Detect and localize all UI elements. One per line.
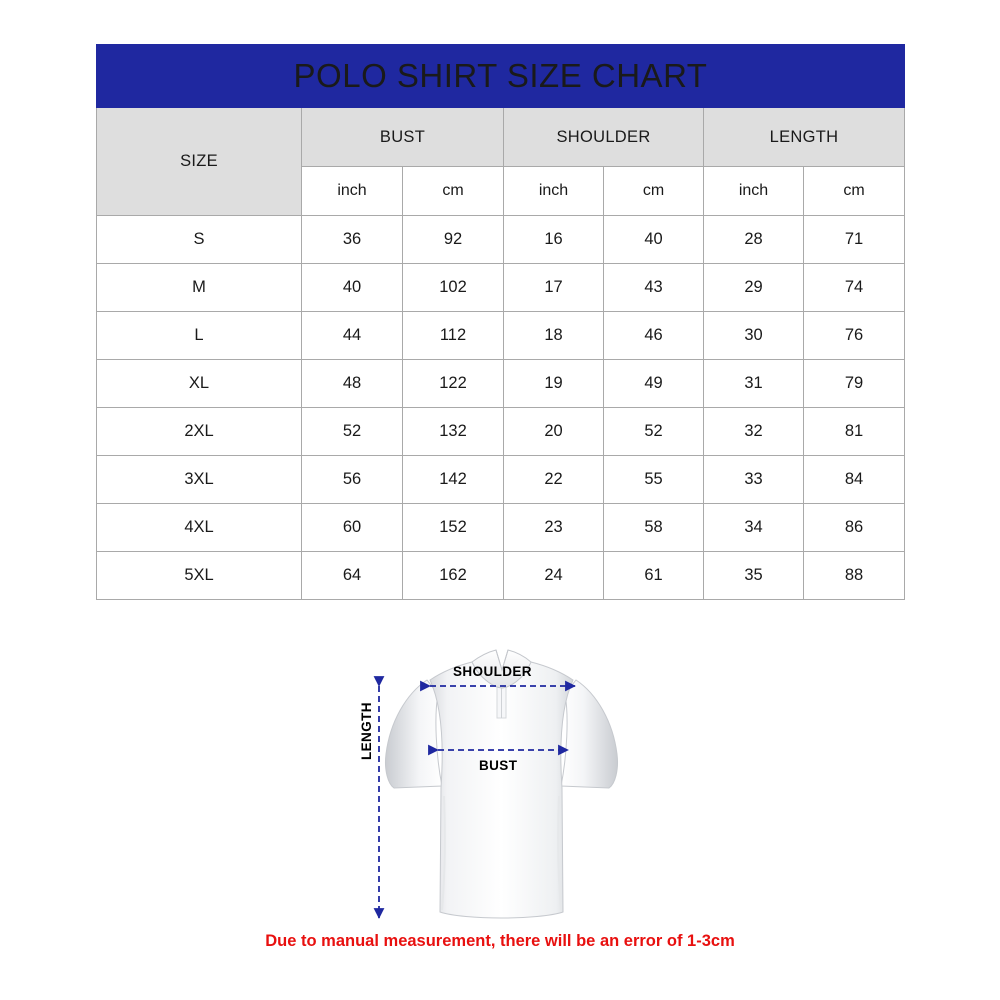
cell-shoulder-inch: 24 [504,552,604,600]
length-measure-label: LENGTH [359,702,374,760]
table-row [97,456,905,504]
cell-shoulder-inch: 16 [504,216,604,264]
cell-shoulder-cm: 46 [604,312,704,360]
table-row [97,552,905,600]
column-header-length: LENGTH [704,108,905,167]
cell-bust-cm: 122 [403,360,504,408]
cell-length-cm: 84 [804,456,905,504]
table-row [97,408,905,456]
column-header-shoulder: SHOULDER [504,108,704,167]
cell-size: 2XL [97,408,302,456]
cell-size: 4XL [97,504,302,552]
cell-length-cm: 79 [804,360,905,408]
table-row [97,264,905,312]
shoulder-measure-label: SHOULDER [453,664,532,679]
cell-length-inch: 33 [704,456,804,504]
table-title-row [97,45,905,108]
cell-size: 3XL [97,456,302,504]
cell-shoulder-cm: 58 [604,504,704,552]
cell-length-inch: 35 [704,552,804,600]
unit-header-shoulder-inch: inch [504,167,604,216]
cell-bust-inch: 60 [302,504,403,552]
unit-header-length-cm: cm [804,167,905,216]
cell-bust-cm: 142 [403,456,504,504]
cell-length-inch: 31 [704,360,804,408]
cell-length-inch: 28 [704,216,804,264]
cell-shoulder-inch: 17 [504,264,604,312]
cell-shoulder-inch: 19 [504,360,604,408]
column-header-bust: BUST [302,108,504,167]
cell-length-cm: 88 [804,552,905,600]
table-row [97,216,905,264]
table-row [97,312,905,360]
cell-bust-cm: 162 [403,552,504,600]
cell-size: M [97,264,302,312]
cell-bust-inch: 40 [302,264,403,312]
cell-bust-cm: 102 [403,264,504,312]
cell-size: 5XL [97,552,302,600]
cell-bust-cm: 92 [403,216,504,264]
cell-shoulder-inch: 18 [504,312,604,360]
cell-shoulder-cm: 55 [604,456,704,504]
cell-shoulder-cm: 49 [604,360,704,408]
cell-length-cm: 76 [804,312,905,360]
cell-shoulder-inch: 22 [504,456,604,504]
column-header-size: SIZE [97,108,302,216]
cell-bust-inch: 56 [302,456,403,504]
table-group-header-row [97,108,905,167]
cell-size: L [97,312,302,360]
unit-header-length-inch: inch [704,167,804,216]
table-row [97,360,905,408]
cell-length-inch: 29 [704,264,804,312]
cell-length-inch: 34 [704,504,804,552]
unit-header-bust-inch: inch [302,167,403,216]
cell-bust-inch: 44 [302,312,403,360]
size-chart-table [96,44,905,600]
cell-shoulder-cm: 61 [604,552,704,600]
cell-shoulder-cm: 43 [604,264,704,312]
cell-length-cm: 86 [804,504,905,552]
unit-header-bust-cm: cm [403,167,504,216]
size-chart-table-wrapper [96,44,904,600]
cell-length-inch: 32 [704,408,804,456]
cell-length-inch: 30 [704,312,804,360]
measurement-diagram [0,628,1000,948]
cell-shoulder-inch: 20 [504,408,604,456]
bust-measure-label: BUST [479,758,518,773]
measurement-note: Due to manual measurement, there will be an error of 1-3cm [265,932,735,950]
cell-length-cm: 71 [804,216,905,264]
cell-shoulder-inch: 23 [504,504,604,552]
cell-size: S [97,216,302,264]
cell-bust-inch: 36 [302,216,403,264]
page-title: POLO SHIRT SIZE CHART [97,45,905,108]
cell-bust-inch: 64 [302,552,403,600]
cell-bust-cm: 132 [403,408,504,456]
cell-size: XL [97,360,302,408]
cell-bust-cm: 152 [403,504,504,552]
table-row [97,504,905,552]
unit-header-shoulder-cm: cm [604,167,704,216]
cell-shoulder-cm: 40 [604,216,704,264]
cell-length-cm: 81 [804,408,905,456]
cell-shoulder-cm: 52 [604,408,704,456]
cell-bust-cm: 112 [403,312,504,360]
cell-bust-inch: 52 [302,408,403,456]
cell-length-cm: 74 [804,264,905,312]
cell-bust-inch: 48 [302,360,403,408]
